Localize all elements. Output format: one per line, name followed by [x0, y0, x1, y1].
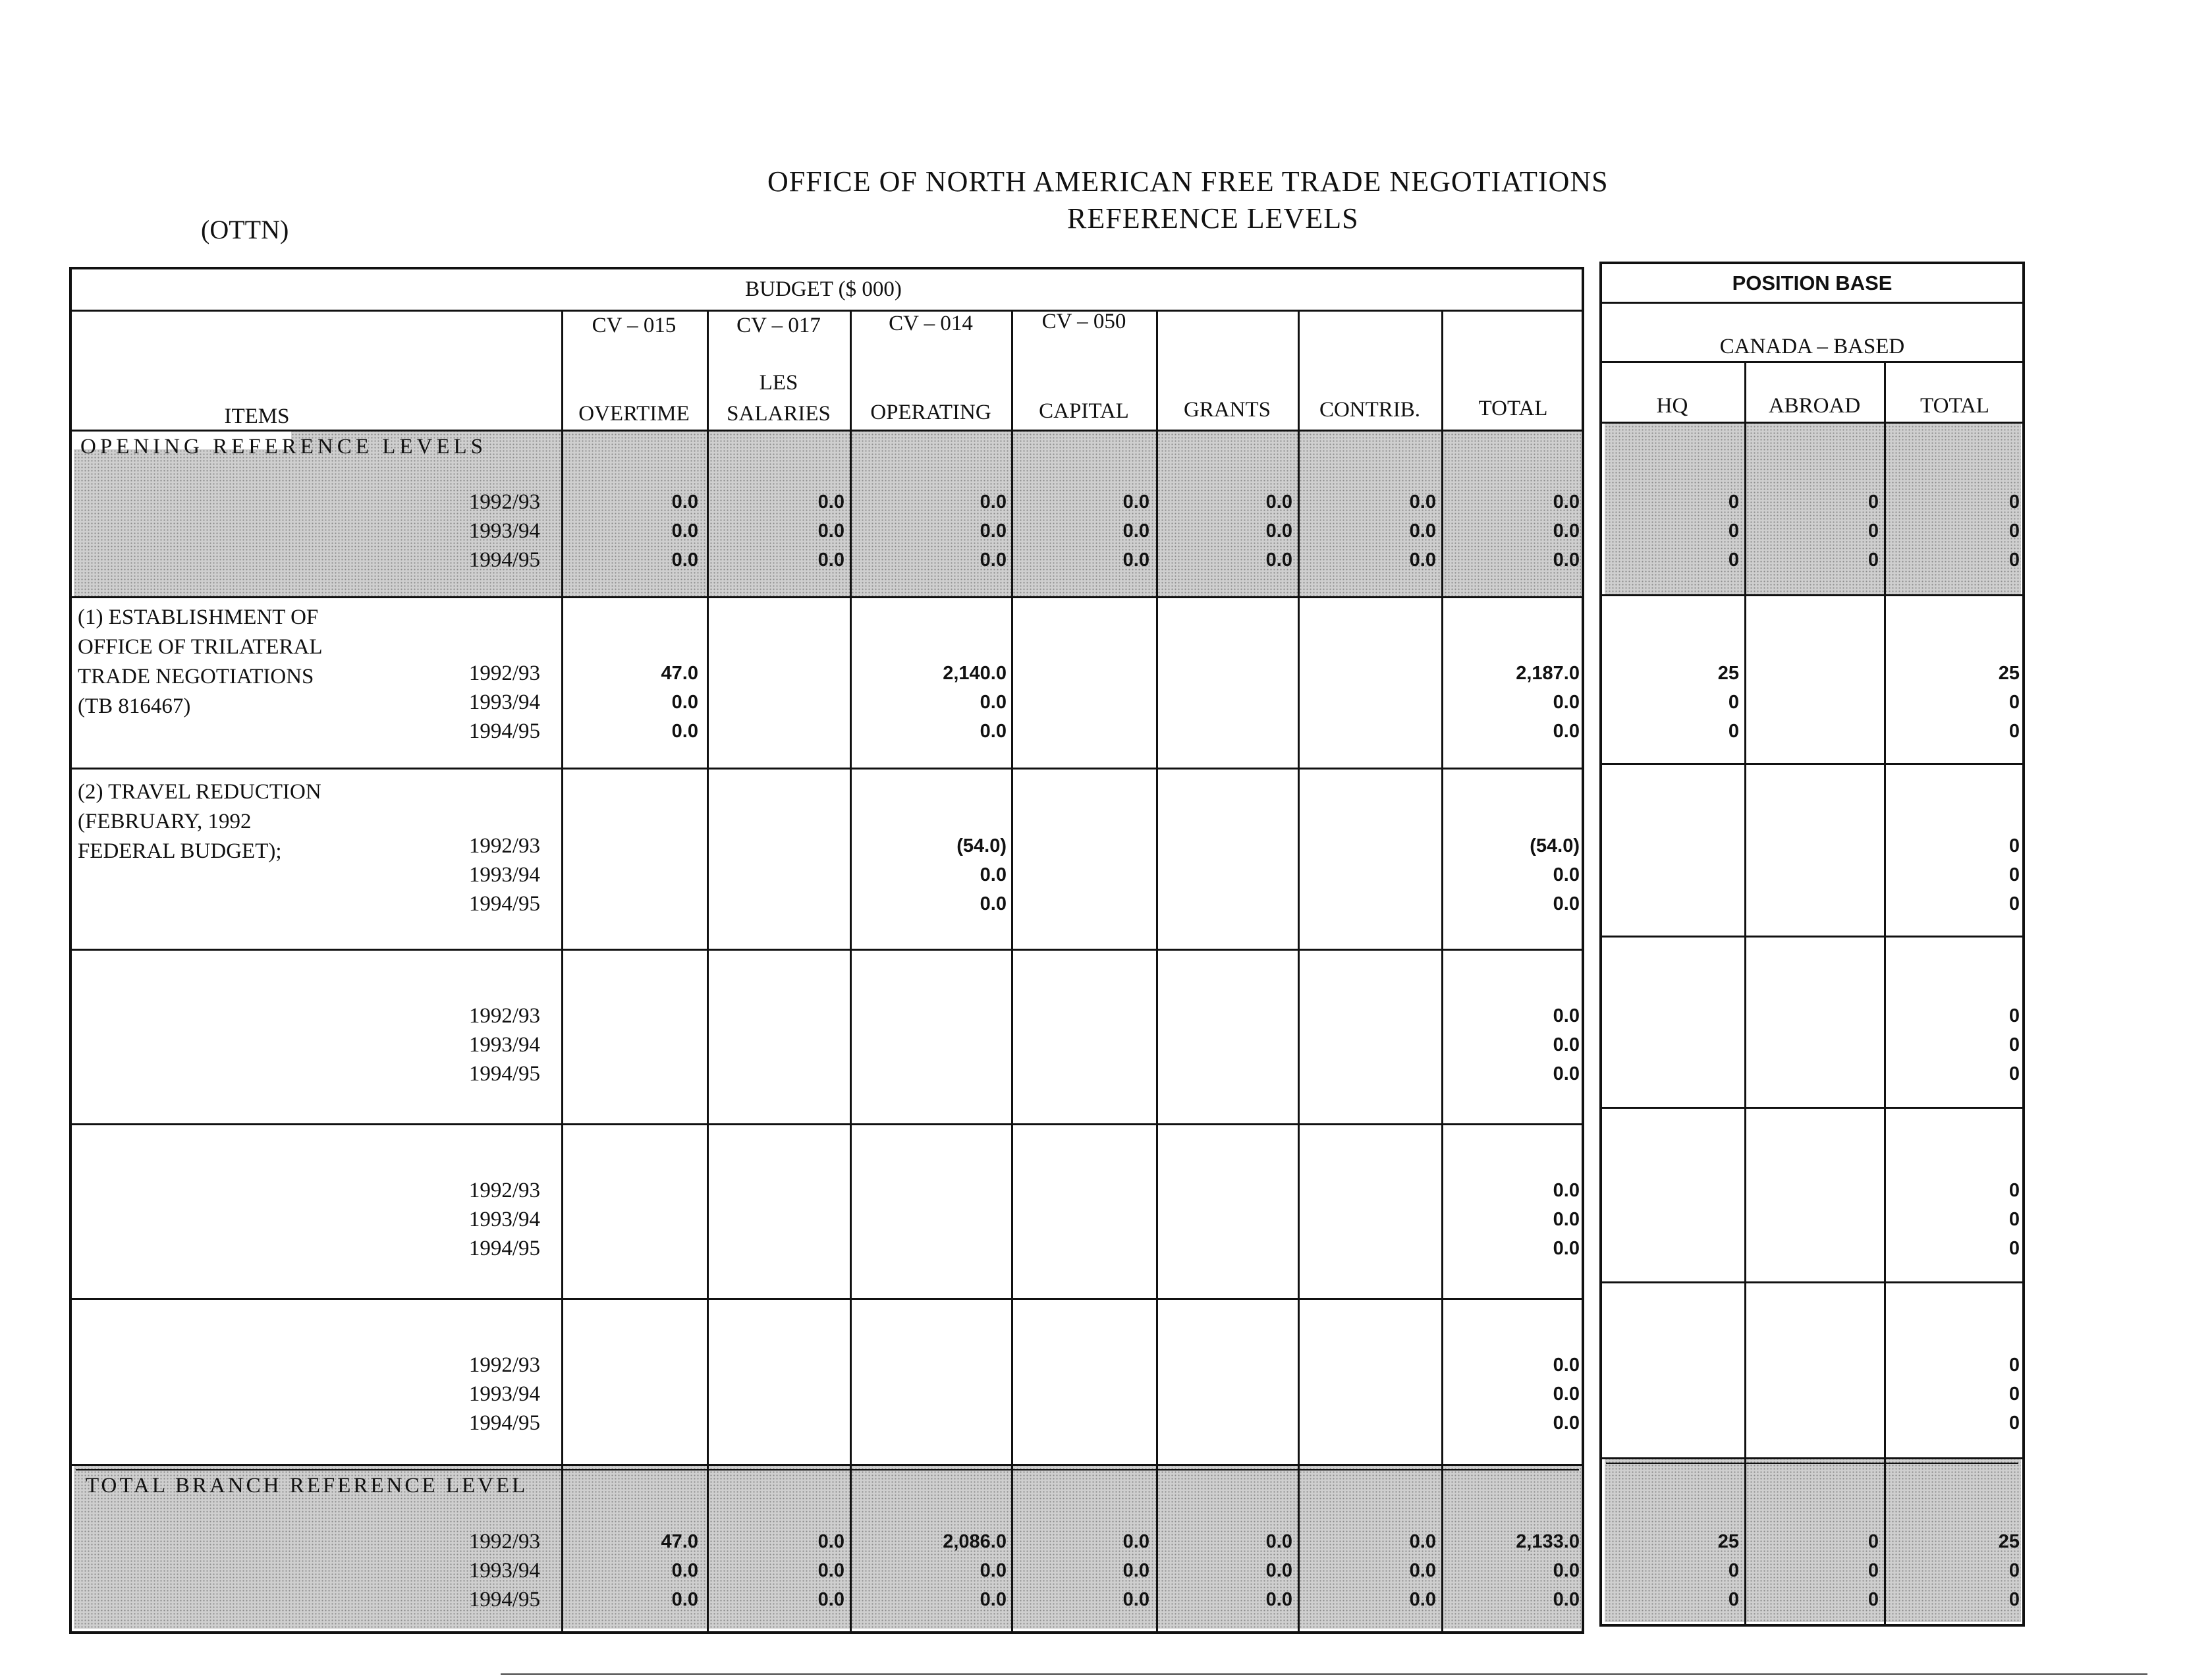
table-cell: 0 — [2008, 1209, 2020, 1230]
table-cell: 0.0 — [1553, 1355, 1580, 1376]
table-cell: 0.0 — [817, 549, 844, 571]
table-cell: 0.0 — [1409, 549, 1436, 571]
table-cell: 0.0 — [1553, 1384, 1580, 1405]
table-cell: 2,086.0 — [943, 1531, 1007, 1552]
table-cell: 0.0 — [1553, 1063, 1580, 1084]
document-title: OFFICE OF NORTH AMERICAN FREE TRADE NEGOTIATIONS — [767, 165, 1609, 198]
col-grants: GRANTS — [1183, 398, 1271, 422]
table-cell: 2,187.0 — [1516, 663, 1580, 684]
table-cell: 0.0 — [1553, 1180, 1580, 1201]
table-cell: 0 — [1867, 549, 1879, 571]
office-code: (OTTN) — [201, 215, 289, 244]
item1-line1: (1) ESTABLISHMENT OF — [78, 605, 319, 629]
table-cell: 0 — [2008, 721, 2020, 742]
table-cell: 0.0 — [1265, 1531, 1292, 1552]
table-cell: 0.0 — [1409, 1560, 1436, 1581]
year-label: 1994/95 — [468, 548, 540, 572]
table-cell: 0.0 — [1553, 1005, 1580, 1026]
col-overtime: OVERTIME — [578, 402, 690, 426]
table-cell: 0.0 — [817, 491, 844, 513]
table-cell: 0.0 — [1553, 1560, 1580, 1581]
table-cell: 0 — [1728, 549, 1739, 571]
year-label: 1993/94 — [468, 1382, 540, 1406]
item2-line3: FEDERAL BUDGET); — [78, 839, 282, 863]
col-contrib: CONTRIB. — [1319, 398, 1421, 422]
year-label: 1992/93 — [468, 490, 540, 514]
table-cell: 0.0 — [980, 1589, 1007, 1610]
table-cell: 0.0 — [980, 864, 1007, 885]
table-cell: 0 — [1867, 1531, 1879, 1552]
items-header: ITEMS — [224, 405, 290, 428]
table-cell: 25 — [1717, 663, 1739, 684]
item2-line1: (2) TRAVEL REDUCTION — [78, 780, 321, 804]
table-cell: 0.0 — [1553, 1034, 1580, 1055]
table-cell: 0.0 — [671, 721, 698, 742]
opening-label: OPENING REFERENCE LEVELS — [80, 435, 487, 459]
budget-header: BUDGET ($ 000) — [745, 277, 902, 301]
table-cell: 2,133.0 — [1516, 1531, 1580, 1552]
table-cell: 0 — [1728, 721, 1739, 742]
table-cell: 0.0 — [671, 520, 698, 542]
year-label: 1994/95 — [468, 1588, 540, 1611]
table-cell: 0.0 — [1553, 1413, 1580, 1434]
table-cell: 0 — [1728, 1560, 1739, 1581]
year-label: 1992/93 — [468, 1530, 540, 1554]
table-cell: 0.0 — [1122, 520, 1149, 542]
table-cell: 0.0 — [817, 1589, 844, 1610]
table-cell: 0 — [2008, 1589, 2020, 1610]
item1-line4: (TB 816467) — [78, 694, 191, 718]
table-cell: 0.0 — [1553, 1209, 1580, 1230]
year-label: 1993/94 — [468, 1559, 540, 1582]
table-cell: 0 — [2008, 893, 2020, 914]
year-label: 1993/94 — [468, 1033, 540, 1057]
col-operating: OPERATING — [870, 401, 991, 424]
col-abroad: ABROAD — [1768, 394, 1861, 418]
table-cell: 47.0 — [661, 663, 698, 684]
document-subtitle: REFERENCE LEVELS — [1067, 202, 1359, 235]
table-cell: 0 — [1867, 1589, 1879, 1610]
table-cell: 0 — [2008, 692, 2020, 713]
table-cell: 0.0 — [1553, 1589, 1580, 1610]
table-cell: 2,140.0 — [943, 663, 1007, 684]
table-cell: 0.0 — [1409, 1531, 1436, 1552]
table-cell: 25 — [1998, 663, 2020, 684]
table-cell: 0 — [2008, 1355, 2020, 1376]
table-cell: (54.0) — [1530, 835, 1580, 856]
table-cell: 0.0 — [1553, 520, 1580, 542]
table-cell: 0.0 — [1553, 721, 1580, 742]
year-label: 1994/95 — [468, 1411, 540, 1435]
table-cell: 0.0 — [1265, 520, 1292, 542]
table-cell: 0.0 — [671, 1589, 698, 1610]
table-cell: 25 — [1998, 1531, 2020, 1552]
table-cell: 0.0 — [1122, 1560, 1149, 1581]
table-cell: 0.0 — [1265, 1560, 1292, 1581]
table-cell: 0 — [2008, 864, 2020, 885]
table-cell: 0 — [2008, 835, 2020, 856]
item2-line2: (FEBRUARY, 1992 — [78, 810, 252, 833]
table-cell: 0 — [2008, 491, 2020, 513]
year-label: 1994/95 — [468, 892, 540, 916]
year-label: 1993/94 — [468, 690, 540, 714]
table-cell: 0 — [2008, 520, 2020, 542]
total-label: TOTAL BRANCH REFERENCE LEVEL — [86, 1474, 528, 1498]
table-cell: (54.0) — [956, 835, 1007, 856]
code-cv014: CV – 014 — [889, 312, 973, 335]
table-cell: 0.0 — [1553, 491, 1580, 513]
table-cell: 0 — [2008, 1063, 2020, 1084]
table-cell: 0.0 — [1265, 1589, 1292, 1610]
table-cell: 0.0 — [1409, 491, 1436, 513]
table-cell: 0.0 — [1409, 1589, 1436, 1610]
table-cell: 0.0 — [1553, 692, 1580, 713]
table-cell: 0.0 — [1122, 1589, 1149, 1610]
table-cell: 0.0 — [1265, 491, 1292, 513]
col-les: LES — [759, 371, 798, 395]
year-label: 1992/93 — [468, 661, 540, 685]
table-cell: 0 — [2008, 549, 2020, 571]
item1-line2: OFFICE OF TRILATERAL — [78, 635, 323, 659]
table-cell: 0.0 — [980, 1560, 1007, 1581]
table-cell: 0.0 — [671, 1560, 698, 1581]
table-cell: 0 — [1728, 520, 1739, 542]
table-cell: 0.0 — [671, 692, 698, 713]
table-cell: 0.0 — [980, 893, 1007, 914]
table-cell: 25 — [1717, 1531, 1739, 1552]
table-cell: 0.0 — [1122, 549, 1149, 571]
table-cell: 0.0 — [980, 491, 1007, 513]
table-cell: 0 — [1867, 491, 1879, 513]
table-cell: 0.0 — [980, 692, 1007, 713]
table-cell: 0 — [1728, 692, 1739, 713]
code-cv050: CV – 050 — [1041, 310, 1126, 333]
table-cell: 0 — [2008, 1560, 2020, 1581]
col-pos-total: TOTAL — [1920, 394, 1989, 418]
table-cell: 47.0 — [661, 1531, 698, 1552]
year-label: 1993/94 — [468, 863, 540, 887]
col-capital: CAPITAL — [1039, 399, 1129, 423]
year-label: 1993/94 — [468, 519, 540, 543]
col-hq: HQ — [1656, 394, 1688, 418]
year-label: 1994/95 — [468, 1237, 540, 1260]
table-cell: 0 — [1867, 520, 1879, 542]
code-cv017: CV – 017 — [736, 314, 821, 337]
year-label: 1992/93 — [468, 834, 540, 858]
table-cell: 0 — [1728, 491, 1739, 513]
table-cell: 0.0 — [817, 1531, 844, 1552]
table-cell: 0 — [2008, 1005, 2020, 1026]
table-cell: 0.0 — [817, 520, 844, 542]
table-cell: 0 — [1728, 1589, 1739, 1610]
col-total: TOTAL — [1478, 397, 1548, 420]
year-label: 1992/93 — [468, 1179, 540, 1202]
year-label: 1992/93 — [468, 1004, 540, 1028]
table-cell: 0 — [2008, 1238, 2020, 1259]
table-cell: 0.0 — [980, 549, 1007, 571]
table-cell: 0.0 — [671, 491, 698, 513]
table-cell: 0 — [2008, 1034, 2020, 1055]
table-cell: 0.0 — [1553, 549, 1580, 571]
table-cell: 0.0 — [671, 549, 698, 571]
table-cell: 0.0 — [1265, 549, 1292, 571]
table-cell: 0 — [2008, 1180, 2020, 1201]
table-cell: 0.0 — [1553, 893, 1580, 914]
table-cell: 0.0 — [1122, 1531, 1149, 1552]
table-cell: 0.0 — [980, 721, 1007, 742]
table-cell: 0.0 — [980, 520, 1007, 542]
year-label: 1994/95 — [468, 1062, 540, 1086]
position-header: POSITION BASE — [1732, 271, 1893, 294]
table-cell: 0 — [1867, 1560, 1879, 1581]
year-label: 1993/94 — [468, 1208, 540, 1231]
table-cell: 0.0 — [1553, 864, 1580, 885]
table-cell: 0.0 — [817, 1560, 844, 1581]
table-cell: 0.0 — [1122, 491, 1149, 513]
year-label: 1992/93 — [468, 1353, 540, 1377]
table-cell: 0 — [2008, 1413, 2020, 1434]
item1-line3: TRADE NEGOTIATIONS — [78, 665, 314, 688]
canada-based-header: CANADA – BASED — [1719, 335, 1905, 358]
year-label: 1994/95 — [468, 719, 540, 743]
table-cell: 0 — [2008, 1384, 2020, 1405]
col-salaries: SALARIES — [727, 402, 831, 426]
table-cell: 0.0 — [1553, 1238, 1580, 1259]
code-cv015: CV – 015 — [592, 314, 677, 337]
table-cell: 0.0 — [1409, 520, 1436, 542]
